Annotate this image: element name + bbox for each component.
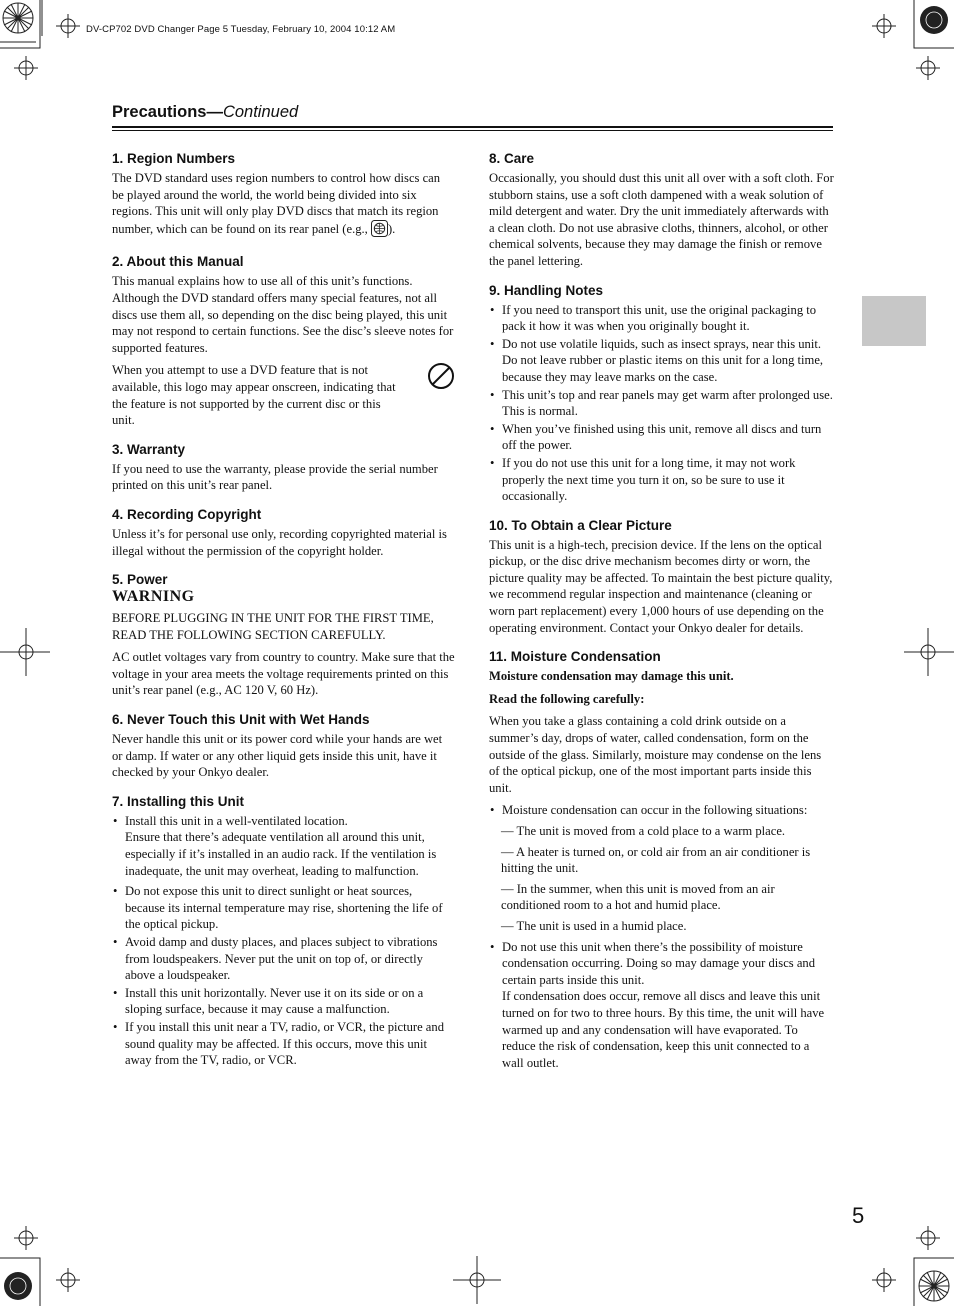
header-rule-thick: [112, 126, 833, 128]
list-item: • Moisture condensation can occur in the following situations:: [489, 802, 834, 819]
section-warranty: [112, 442, 455, 494]
section-moisture-condensation: [489, 649, 834, 1071]
header-continued: Continued: [222, 103, 299, 121]
section-title: 2. About this Manual: [112, 254, 244, 270]
section-text: When you take a glass containing a cold drink outside on a summer’s day, drops of water, called condensation, form on the outside of the glass. Similarly, moisture may condense on the lens of the optical pickup, one of the most important parts inside this unit.: [489, 714, 822, 795]
print-slug: DV-CP702 DVD Changer Page 5 Tuesday, February 10, 2004 10:12 AM: [86, 24, 396, 35]
section-text: If you need to use the warranty, please provide the serial number printed on this unit’s rear panel.: [112, 461, 438, 493]
section-text: AC outlet voltages vary from country to country. Make sure that the voltage in your area meets the voltage requirements printed on this unit’s rear panel (e.g., AC 120 V, 60 Hz).: [112, 650, 455, 698]
prohibited-icon: [427, 362, 455, 395]
section-text: This unit is a high-tech, precision device. If the lens on the optical pickup, or the disc drive mechanism becomes dirty or worn, the picture quality may be affected. To maintain the best picture quality, we recommend regular inspection and maintenance (cleaning or worn part replacement) every 1,000 hours of use depending on the operating environment. Contact your Onkyo dealer for details.: [489, 537, 833, 635]
section-text: BEFORE PLUGGING IN THE UNIT FOR THE FIRST TIME, READ THE FOLLOWING SECTION CAREFULLY.: [112, 611, 434, 642]
list-item: • Avoid damp and dusty places, and places subject to vibrations from loudspeakers. Never put the unit on top of, or directly above a loudspeaker.: [112, 934, 455, 984]
bullet-list: [489, 302, 834, 505]
section-clear-picture: [489, 518, 834, 637]
text-span: Do not use this unit when there’s the possibility of moisture condensation occurring. Doing so may damage your discs and certain parts inside this unit.: [502, 939, 816, 987]
section-title: 9. Handling Notes: [489, 282, 604, 298]
section-title: 5. Power: [112, 572, 168, 588]
section-text-with-logo: [112, 362, 455, 428]
list-item: • If you do not use this unit for a long time, it may not work properly the next time you turn it on, so be sure to use it occasionally.: [489, 455, 834, 505]
list-item: • Do not expose this unit to direct sunlight or heat sources, because its internal temperature may rise, shortening the life of the optical pickup.: [112, 883, 455, 933]
section-title: 7. Installing this Unit: [112, 793, 245, 809]
list-item: [112, 813, 455, 879]
section-text: Occasionally, you should dust this unit all over with a soft cloth. For stubborn stains, use a soft cloth dampened with a weak solution of mild detergent and water. Dry the unit immediately afterwards with a clean cloth. Do not use abrasive cloths, thinners, alcohol, or other chemical solvents, because they may damage the finish or remove the panel lettering.: [489, 171, 834, 268]
section-about-manual: [112, 254, 455, 428]
bullet-list: [112, 813, 455, 1069]
section-title: 4. Recording Copyright: [112, 506, 262, 522]
section-title: 1. Region Numbers: [112, 151, 236, 166]
list-item: • If you need to transport this unit, use the original packaging to pack it how it was when you originally bought it.: [489, 302, 834, 335]
bold-note: Moisture condensation may damage this unit.: [489, 669, 734, 684]
header-rule-thin: [112, 130, 833, 131]
section-text: Never handle this unit or its power cord while your hands are wet or damp. If water or any other liquid gets inside this unit, have it checked by your Onkyo dealer.: [112, 732, 443, 780]
section-handling-notes: [489, 283, 834, 505]
page-header: [112, 103, 298, 122]
bullet-list: [489, 939, 834, 1072]
page-number: 5: [852, 1203, 865, 1228]
text-span: The DVD standard uses region numbers to control how discs can be played around the world, the world being divided into six regions. This unit will only play DVD discs that match its region number, which can be found on its rear panel (e.g.,: [112, 171, 441, 236]
dash-item: — In the summer, when this unit is moved from an air conditioned room to a hot and humid place.: [501, 881, 775, 913]
section-title: 11. Moisture Condensation: [489, 649, 661, 665]
section-installing: [112, 794, 455, 1069]
list-item: • This unit’s top and rear panels may get warm after prolonged use. This is normal.: [489, 387, 834, 420]
section-text: [112, 170, 455, 241]
warning-heading: WARNING: [112, 588, 195, 606]
dash-item: — A heater is turned on, or cold air from an air conditioner is hitting the unit.: [501, 844, 811, 876]
header-title: Precautions—: [112, 103, 223, 121]
section-title: 10. To Obtain a Clear Picture: [489, 517, 672, 533]
text-span: If condensation does occur, remove all discs and leave this unit turned on for two to three hours. By this time, the unit will have warmed up and any condensation will have evaporated. To reduce the risk of condensation, keep this unit connected to a wall outlet.: [502, 989, 825, 1070]
section-wet-hands: [112, 712, 455, 781]
section-recording-copyright: [112, 507, 455, 559]
section-power: [112, 572, 455, 699]
list-item: • If you install this unit near a TV, radio, or VCR, the picture and sound quality may be affected. If this occurs, move this unit away from the TV, radio, or VCR.: [112, 1019, 455, 1069]
list-item: • Do not use volatile liquids, such as insect sprays, near this unit. Do not leave rubber or plastic items on this unit for a long time, because they may leave marks on the case.: [489, 336, 834, 386]
section-title: 3. Warranty: [112, 441, 186, 457]
dash-item: — The unit is used in a humid place.: [501, 918, 687, 933]
left-column: [112, 151, 455, 1082]
right-column: [489, 151, 834, 1084]
section-title: 6. Never Touch this Unit with Wet Hands: [112, 712, 370, 728]
section-title: 8. Care: [489, 151, 535, 166]
list-item: • When you’ve finished using this unit, remove all discs and turn off the power.: [489, 421, 834, 454]
dash-item: — The unit is moved from a cold place to a warm place.: [501, 824, 786, 838]
text-span: Install this unit in a well-ventilated location.: [125, 813, 348, 828]
region-globe-icon: [371, 220, 388, 242]
bullet-list: [489, 802, 834, 819]
text-span: Ensure that there’s adequate ventilation all around this unit, especially if it’s installed in an audio rack. If the ventilation is inadequate, the unit may overheat, leading to malfunction.: [125, 830, 437, 878]
list-item: [489, 939, 834, 1072]
section-region-numbers: [112, 151, 455, 241]
text-span: ).: [387, 221, 396, 236]
section-text: Unless it’s for personal use only, recording copyrighted material is illegal without the permission of the copyright holder.: [112, 526, 447, 558]
section-tab: [862, 296, 926, 346]
section-text: This manual explains how to use all of this unit’s functions. Although the DVD standard offers many special features, not all discs use them all, so depending on the disc being played, this unit may not respond to certain functions. See the disc’s sleeve notes for supported features.: [112, 274, 454, 355]
section-care: [489, 151, 834, 270]
bold-note: Read the following carefully:: [489, 691, 645, 706]
list-item: • Install this unit horizontally. Never use it on its side or on a sloping surface, because it may cause a malfunction.: [112, 985, 455, 1018]
text-span: When you attempt to use a DVD feature that is not available, this logo may appear onscreen, indicating that the feature is not supported by the current disc or this unit.: [112, 363, 396, 428]
